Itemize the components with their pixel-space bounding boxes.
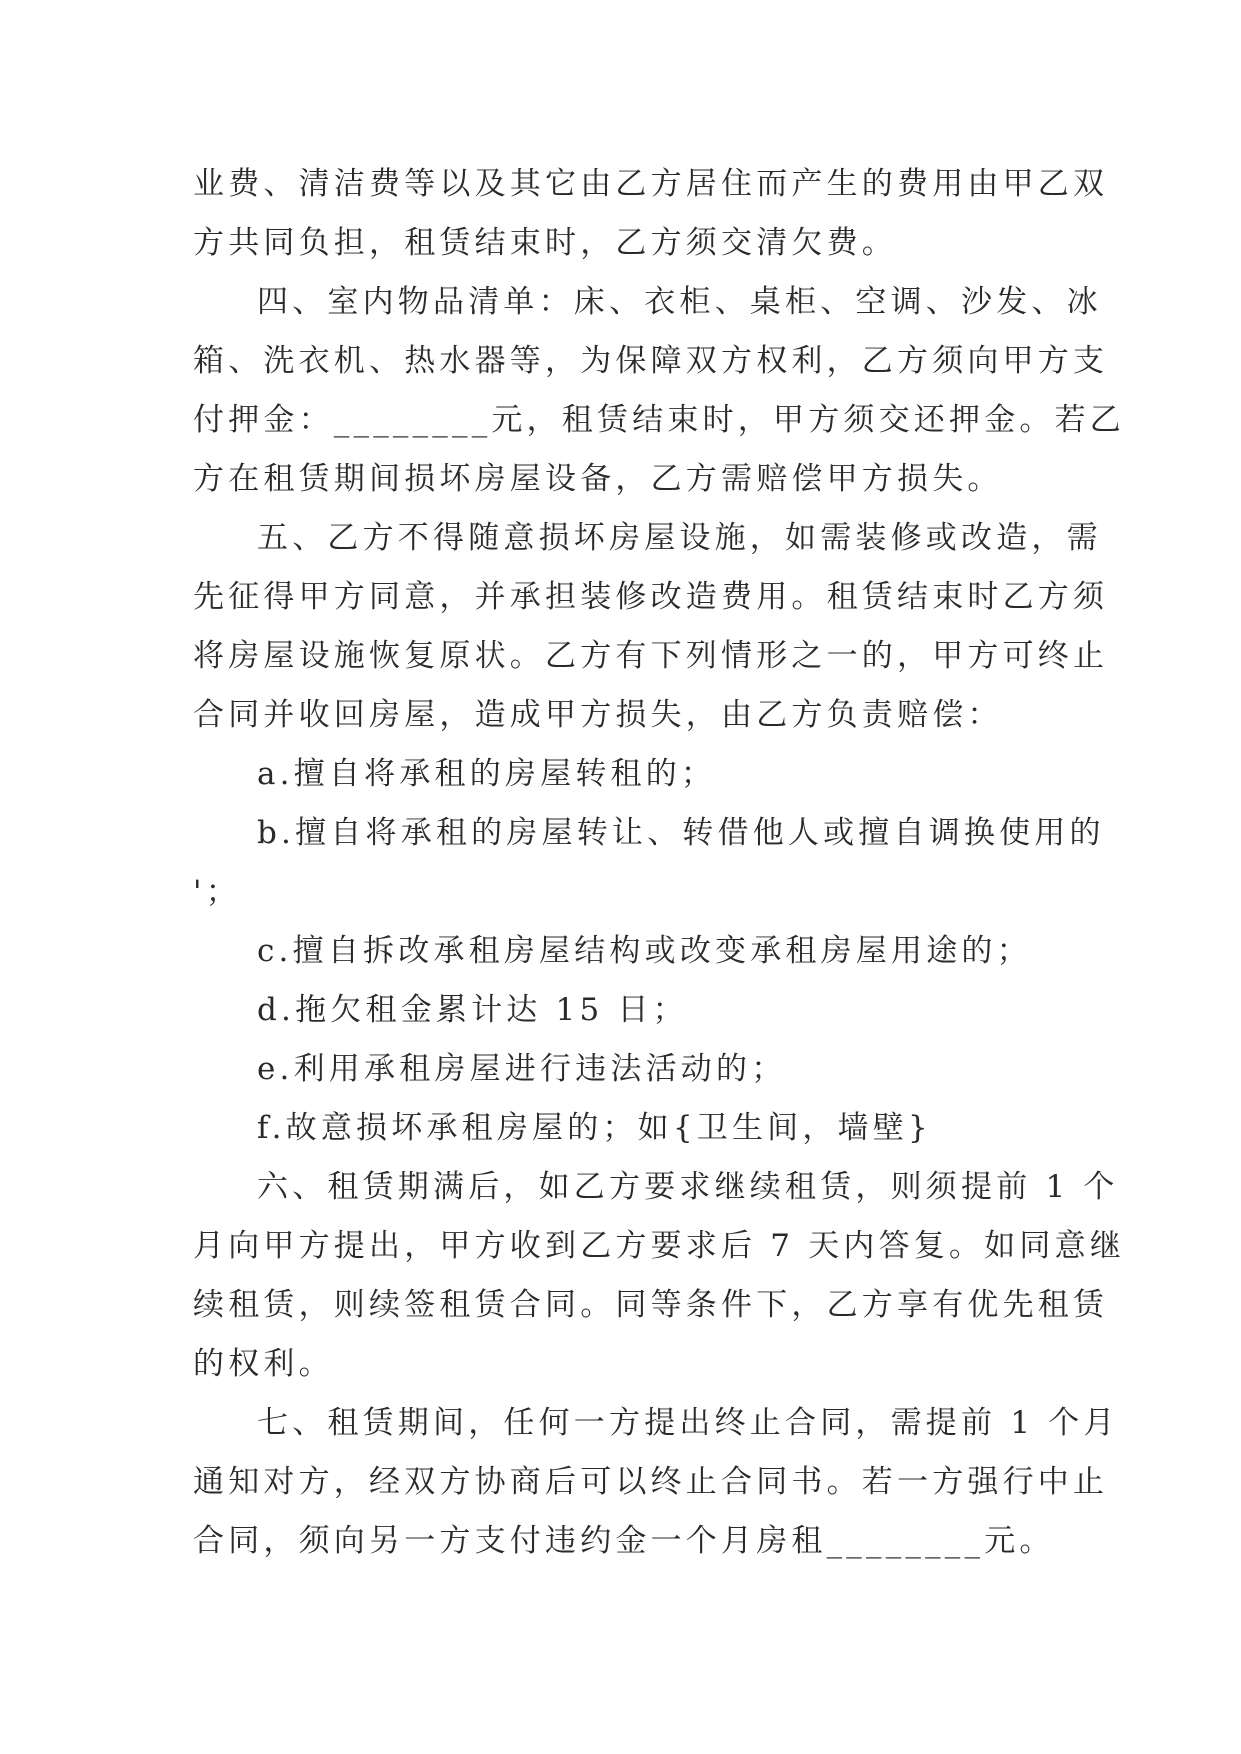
text-line: 合同，须向另一方支付违约金一个月房租________元。	[193, 1523, 1055, 1559]
text-line: 箱、洗衣机、热水器等，为保障双方权利，乙方须向甲方支	[193, 343, 1109, 379]
text-line: 六、租赁期满后，如乙方要求继续租赁，则须提前 1 个	[257, 1169, 1119, 1205]
text-line: 续租赁，则续签租赁合同。同等条件下，乙方享有优先租赁	[193, 1287, 1109, 1323]
text-line: 先征得甲方同意，并承担装修改造费用。租赁结束时乙方须	[193, 579, 1109, 615]
text-line: 通知对方，经双方协商后可以终止合同书。若一方强行中止	[193, 1464, 1109, 1500]
text-line: e.利用承租房屋进行违法活动的；	[257, 1051, 787, 1087]
text-line: 付押金：________元，租赁结束时，甲方须交还押金。若乙	[193, 402, 1125, 438]
text-line: c.擅自拆改承租房屋结构或改变承租房屋用途的；	[257, 933, 1032, 969]
text-line: 方在租赁期间损坏房屋设备，乙方需赔偿甲方损失。	[193, 461, 1003, 497]
text-line: 月向甲方提出，甲方收到乙方要求后 7 天内答复。如同意继	[193, 1228, 1126, 1264]
text-line: a.擅自将承租的房屋转租的；	[257, 756, 717, 792]
text-line: 四、室内物品清单：床、衣柜、桌柜、空调、沙发、冰	[257, 284, 1102, 320]
text-line: '；	[193, 874, 241, 910]
text-line: 方共同负担，租赁结束时，乙方须交清欠费。	[193, 225, 897, 261]
text-line: 七、租赁期间，任何一方提出终止合同，需提前 1 个月	[257, 1405, 1119, 1441]
text-line: 将房屋设施恢复原状。乙方有下列情形之一的，甲方可终止	[193, 638, 1109, 674]
text-line: 合同并收回房屋，造成甲方损失，由乙方负责赔偿：	[193, 697, 1003, 733]
text-line: d.拖欠租金累计达 15 日；	[257, 992, 688, 1028]
contract-text-body	[193, 155, 1126, 1571]
text-line: 的权利。	[193, 1346, 334, 1382]
text-line: 五、乙方不得随意损坏房屋设施，如需装修或改造，需	[257, 520, 1102, 556]
text-line: 业费、清洁费等以及其它由乙方居住而产生的费用由甲乙双	[193, 166, 1109, 202]
text-line: b.擅自将承租的房屋转让、转借他人或擅自调换使用的	[257, 815, 1105, 851]
text-line: f.故意损坏承租房屋的；如{卫生间，墙壁}	[257, 1110, 932, 1146]
